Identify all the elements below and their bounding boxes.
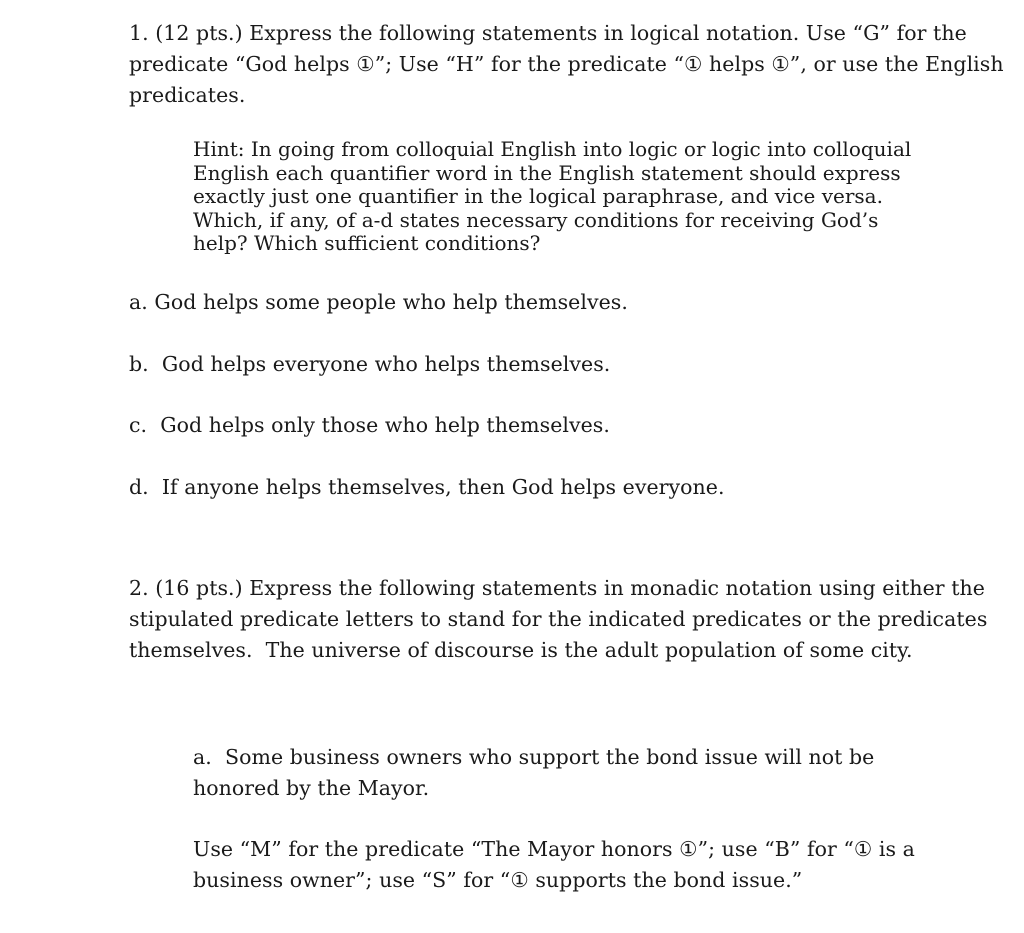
question-2-line: themselves. The universe of discourse is the adult population of some city. bbox=[129, 638, 913, 662]
question-1-item-a bbox=[129, 287, 628, 318]
instruction-line: Use “M” for the predicate “The Mayor honors ①”; use “B” for “① is a bbox=[193, 837, 915, 861]
hint-line: Which, if any, of a-d states necessary conditions for receiving God’s bbox=[193, 207, 879, 232]
question-1-hint bbox=[193, 138, 911, 256]
instruction-line: business owner”; use “S” for “① supports the bond issue.” bbox=[193, 868, 803, 892]
item-text: d. If anyone helps themselves, then God helps everyone. bbox=[129, 475, 725, 499]
question-2-instruction bbox=[193, 834, 915, 896]
hint-line: exactly just one quantifier in the logical paraphrase, and vice versa. bbox=[193, 184, 883, 208]
question-2-prompt bbox=[129, 573, 987, 666]
item-text: a. God helps some people who help themselves. bbox=[129, 290, 628, 314]
question-1-prompt bbox=[129, 18, 1004, 111]
question-1-item-b bbox=[129, 349, 610, 380]
question-2-line: 2. (16 pts.) Express the following statements in monadic notation using either the bbox=[129, 576, 985, 600]
hint-line: help? Which sufficient conditions? bbox=[193, 231, 541, 255]
item-line: a. Some business owners who support the bond issue will not be bbox=[193, 745, 875, 769]
question-2-item-a bbox=[193, 742, 874, 804]
hint-line: Hint: In going from colloquial English into logic or logic into colloquial bbox=[193, 137, 912, 161]
hint-line: English each quantifier word in the English statement should express bbox=[193, 160, 901, 185]
question-1-item-c bbox=[129, 410, 610, 441]
item-line: honored by the Mayor. bbox=[193, 776, 430, 800]
question-1-line: predicate “God helps ①”; Use “H” for the predicate “① helps ①”, or use the English bbox=[129, 52, 1004, 76]
question-1-item-d bbox=[129, 472, 725, 503]
item-text: b. God helps everyone who helps themselves. bbox=[129, 352, 611, 376]
question-1-line: 1. (12 pts.) Express the following statements in logical notation. Use “G” for the bbox=[129, 21, 967, 45]
question-2-line: stipulated predicate letters to stand for the indicated predicates or the predicates bbox=[129, 607, 988, 631]
item-text: c. God helps only those who help themselves. bbox=[129, 413, 610, 437]
question-1-line: predicates. bbox=[129, 83, 246, 107]
